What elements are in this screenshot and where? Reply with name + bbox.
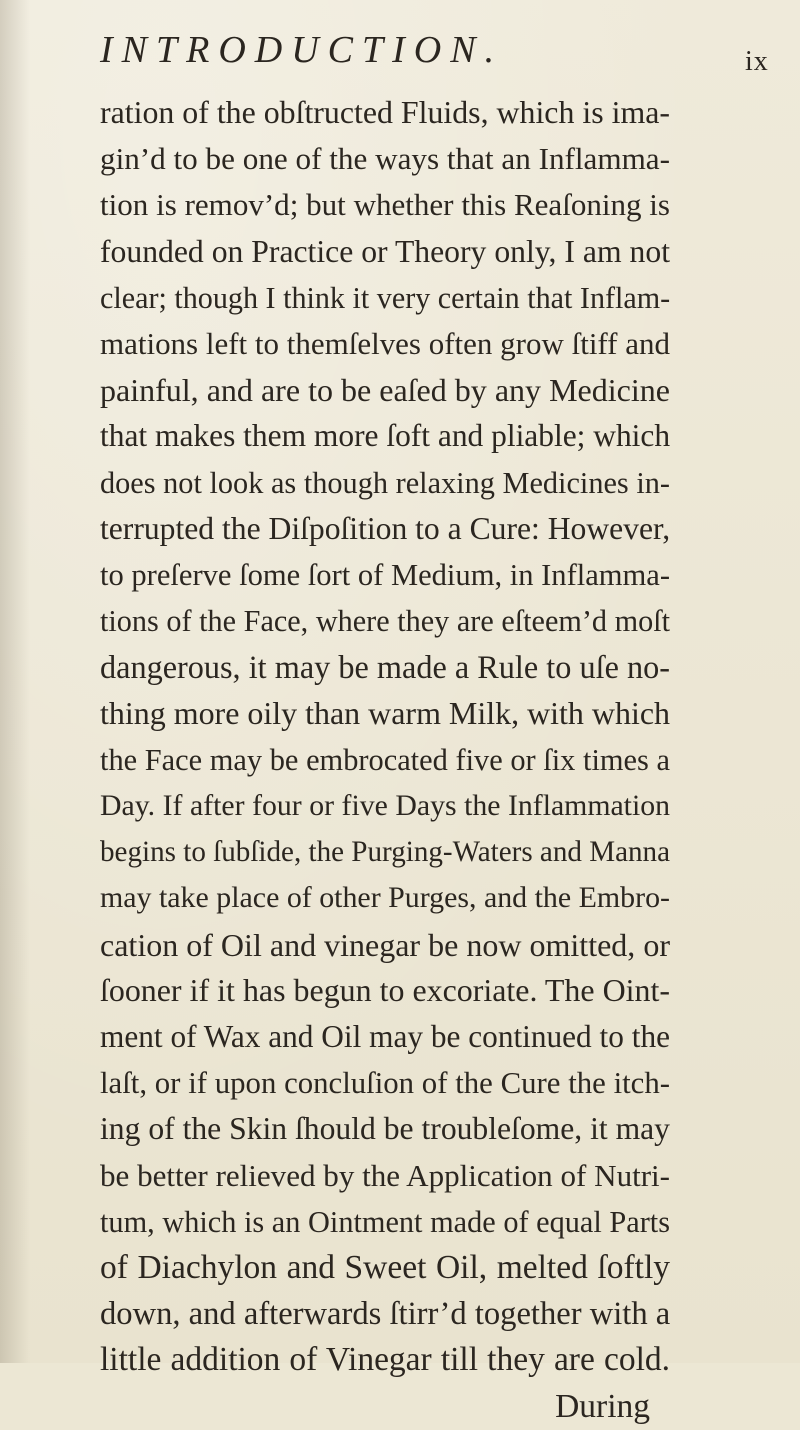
running-title: INTRODUCTION. xyxy=(100,29,504,71)
text-line: cation of Oil and vinegar be now omitted, or xyxy=(100,926,670,963)
text-line: tions of the Face, where they are eſteem’d moſt xyxy=(100,604,670,639)
text-line: down, and afterwards ſtirr’d together with a xyxy=(100,1296,671,1333)
text-line: tion is remov’d; but whether this Reaſoning is xyxy=(100,187,670,223)
text-line: ration of the obſtructed Fluids, which is ima- xyxy=(100,95,670,130)
text-line: may take place of other Purges, and the Embro- xyxy=(100,881,670,915)
text-line: mations left to themſelves often grow ſtiff and xyxy=(100,326,670,362)
text-line: clear; though I think it very certain that Inflam- xyxy=(100,280,671,315)
gutter-shadow xyxy=(0,0,30,1363)
text-line: little addition of Vinegar till they are cold. xyxy=(100,1341,670,1379)
text-line: dangerous, it may be made a Rule to uſe no- xyxy=(100,649,670,686)
text-line: that makes them more ſoft and pliable; which xyxy=(100,418,671,454)
text-line: thing more oily than warm Milk, with which xyxy=(100,695,671,731)
catchword: During xyxy=(555,1387,650,1425)
text-line: ing of the Skin ſhould be troubleſome, it may xyxy=(100,1111,670,1147)
body-text xyxy=(100,90,670,1430)
text-line: begins to ſubſide, the Purging-Waters and Manna xyxy=(100,836,670,869)
text-line: tum, which is an Ointment made of equal Parts xyxy=(100,1204,670,1239)
text-line: laſt, or if upon concluſion of the Cure the itch- xyxy=(100,1066,670,1101)
text-line: ſooner if it has begun to excoriate. The Oint- xyxy=(100,972,670,1008)
text-line: painful, and are to be eaſed by any Medicine xyxy=(100,372,670,409)
text-line: ment of Wax and Oil may be continued to the xyxy=(100,1019,670,1055)
text-line: the Face may be embrocated five or ſix times a xyxy=(100,742,670,777)
text-line: does not look as though relaxing Medicines in- xyxy=(100,465,670,500)
text-line: terrupted the Diſpoſition to a Cure: However, xyxy=(100,510,671,546)
text-line: Day. If after four or five Days the Inflammation xyxy=(100,789,670,823)
text-line: be better relieved by the Application of Nutri- xyxy=(100,1157,670,1193)
page-number: ix xyxy=(745,46,769,77)
text-line: founded on Practice or Theory only, I am not xyxy=(100,233,670,269)
text-line: gin’d to be one of the ways that an Inflamma- xyxy=(100,141,670,177)
text-line: to preſerve ſome ſort of Medium, in Inflamma- xyxy=(100,558,671,593)
text-line: of Diachylon and Sweet Oil, melted ſoftly xyxy=(100,1249,670,1287)
